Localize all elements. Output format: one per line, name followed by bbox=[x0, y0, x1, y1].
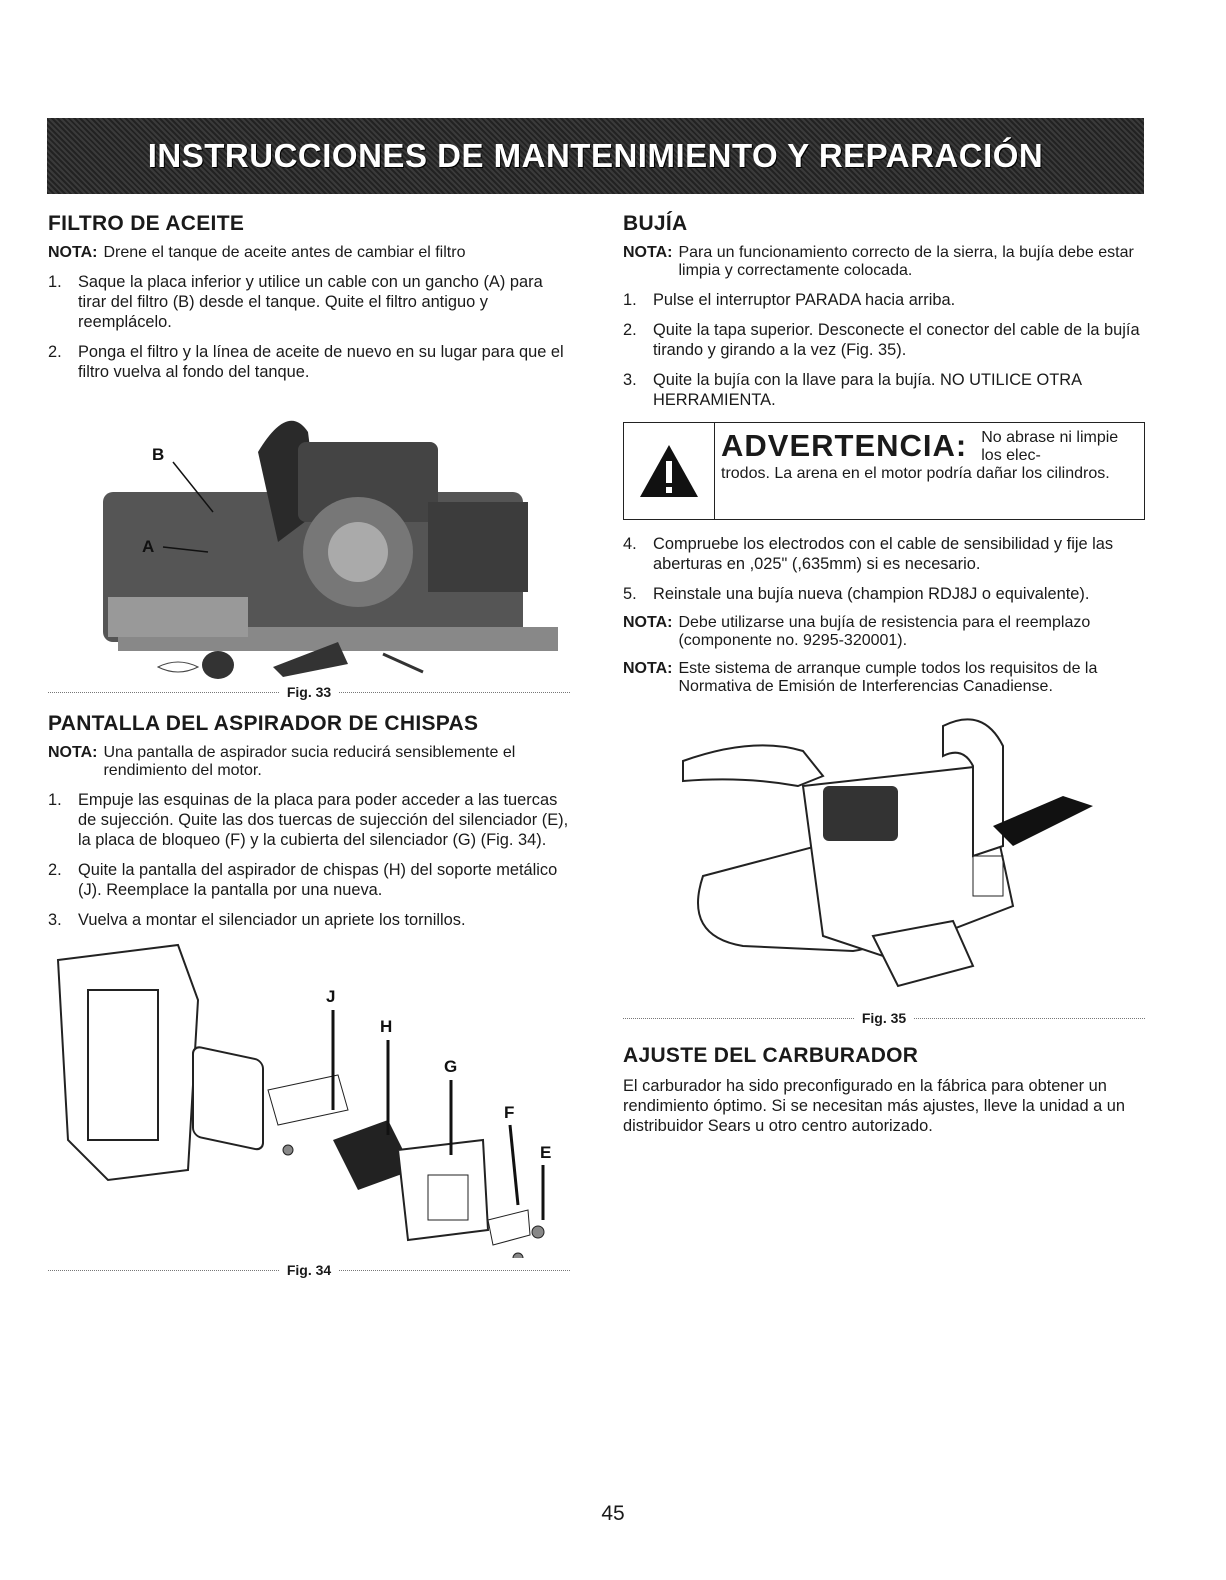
note-label: NOTA: bbox=[48, 744, 98, 761]
section-banner bbox=[47, 118, 1144, 194]
list-item bbox=[623, 290, 1145, 310]
step-number: 3. bbox=[623, 371, 637, 389]
carburetor-text: El carburador ha sido preconfigurado en la fábrica para obtener un rendimiento óptimo. Si se necesitan más ajustes, lleve la unidad a un distribuidor Sears u otro centro autorizado. bbox=[623, 1077, 1126, 1135]
fig33-label-b: B bbox=[152, 445, 165, 464]
warning-title: ADVERTENCIA: bbox=[721, 428, 968, 463]
fig34-caption bbox=[48, 1262, 570, 1278]
step-text: Ponga el filtro y la línea de aceite de nuevo en su lugar para que el filtro vuelva al fondo del tanque. bbox=[78, 343, 564, 381]
figure-caption: Fig. 33 bbox=[286, 684, 332, 700]
warning-text-head: No abrase ni limpie los elec- bbox=[981, 429, 1119, 464]
list-item bbox=[48, 910, 570, 930]
fig34-label-h: H bbox=[380, 1017, 393, 1036]
spark-plug-steps-continued bbox=[623, 534, 1145, 604]
right-column bbox=[623, 212, 1145, 1136]
list-item bbox=[623, 534, 1145, 574]
fig34-label-g: G bbox=[444, 1057, 458, 1076]
note-text: Debe utilizarse una bujía de resistencia para el reemplazo (componente no. 9295-320001). bbox=[678, 614, 1091, 649]
list-item bbox=[48, 272, 570, 332]
note-label: NOTA: bbox=[623, 244, 673, 261]
spark-plug-heading: BUJÍA bbox=[623, 212, 688, 235]
chainsaw-oil-filter-illustration bbox=[48, 392, 570, 680]
step-text: Empuje las esquinas de la placa para poder acceder a las tuercas de sujección. Quite las dos tuercas de sujección del silenciador (E), la placa de bloqueo (F) y la cubierta del silenciador (G) (Fig. 34). bbox=[78, 791, 569, 849]
spark-plug-note bbox=[623, 244, 1145, 280]
oil-filter-note bbox=[48, 244, 570, 262]
fig34-label-f: F bbox=[504, 1103, 515, 1122]
step-number: 2. bbox=[48, 343, 62, 361]
step-number: 4. bbox=[623, 535, 637, 553]
note-label: NOTA: bbox=[623, 660, 673, 677]
warning-triangle-icon bbox=[638, 443, 700, 499]
note-text: Para un funcionamiento correcto de la sierra, la bujía debe estar limpia y correctamente colocada. bbox=[678, 244, 1134, 279]
step-text: Vuelva a montar el silenciador un apriete los tornillos. bbox=[78, 911, 466, 929]
list-item bbox=[623, 370, 1145, 410]
note-label: NOTA: bbox=[623, 614, 673, 631]
figure-caption: Fig. 35 bbox=[861, 1010, 907, 1026]
warning-icon-cell bbox=[624, 423, 715, 519]
step-text: Pulse el interruptor PARADA hacia arriba. bbox=[653, 291, 956, 309]
step-text: Quite la bujía con la llave para la bujía. NO UTILICE OTRA HERRAMIENTA. bbox=[653, 371, 1082, 409]
carburetor-heading: AJUSTE DEL CARBURADOR bbox=[623, 1044, 919, 1067]
page-number: 45 bbox=[601, 1502, 625, 1525]
figure-caption: Fig. 34 bbox=[286, 1262, 332, 1278]
list-item bbox=[623, 320, 1145, 360]
spark-plug-illustration bbox=[623, 706, 1145, 1006]
list-item bbox=[48, 342, 570, 382]
warning-body bbox=[715, 423, 1144, 519]
list-item bbox=[623, 584, 1145, 604]
step-number: 1. bbox=[48, 273, 62, 291]
note-label: NOTA: bbox=[48, 244, 98, 261]
fig33-label-a: A bbox=[142, 537, 155, 556]
step-text: Quite la pantalla del aspirador de chispas (H) del soporte metálico (J). Reemplace la pantalla por una nueva. bbox=[78, 861, 558, 899]
figure-33 bbox=[48, 392, 570, 680]
oil-filter-steps bbox=[48, 272, 570, 382]
step-number: 2. bbox=[48, 861, 62, 879]
spark-screen-note bbox=[48, 744, 570, 780]
muffler-exploded-illustration bbox=[48, 940, 570, 1258]
spark-screen-steps bbox=[48, 790, 570, 930]
list-item bbox=[48, 860, 570, 900]
step-text: Compruebe los electrodos con el cable de sensibilidad y fije las aberturas en ,025" (,635mm) si es necesario. bbox=[653, 535, 1114, 573]
note-text: Este sistema de arranque cumple todos los requisitos de la Normativa de Emisión de Interferencias Canadiense. bbox=[678, 660, 1098, 695]
spark-plug-note-3 bbox=[623, 660, 1145, 696]
step-number: 2. bbox=[623, 321, 637, 339]
note-text: Drene el tanque de aceite antes de cambiar el filtro bbox=[103, 244, 466, 261]
fig34-label-e: E bbox=[540, 1143, 552, 1162]
warning-box bbox=[623, 422, 1145, 520]
banner-title: INSTRUCCIONES DE MANTENIMIENTO Y REPARACIÓN bbox=[147, 137, 1044, 174]
step-text: Quite la tapa superior. Desconecte el conector del cable de la bujía tirando y girando a la vez (Fig. 35). bbox=[653, 321, 1140, 359]
oil-filter-heading: FILTRO DE ACEITE bbox=[48, 212, 245, 235]
list-item bbox=[48, 790, 570, 850]
note-text: Una pantalla de aspirador sucia reducirá sensiblemente el rendimiento del motor. bbox=[103, 744, 516, 779]
spark-plug-steps bbox=[623, 290, 1145, 410]
fig34-label-j: J bbox=[326, 987, 336, 1006]
fig35-caption bbox=[623, 1010, 1145, 1026]
figure-35 bbox=[623, 706, 1145, 1006]
step-text: Reinstale una bujía nueva (champion RDJ8J o equivalente). bbox=[653, 585, 1090, 603]
step-number: 3. bbox=[48, 911, 62, 929]
step-number: 5. bbox=[623, 585, 637, 603]
step-number: 1. bbox=[48, 791, 62, 809]
spark-plug-note-2 bbox=[623, 614, 1145, 650]
spark-screen-heading: PANTALLA DEL ASPIRADOR DE CHISPAS bbox=[48, 712, 479, 735]
fig33-caption bbox=[48, 684, 570, 700]
warning-text-rest: trodos. La arena en el motor podría dañar los cilindros. bbox=[721, 465, 1110, 482]
figure-34 bbox=[48, 940, 570, 1258]
step-text: Saque la placa inferior y utilice un cable con un gancho (A) para tirar del filtro (B) desde el tanque. Quite el filtro antiguo y reemplácelo. bbox=[78, 273, 543, 331]
step-number: 1. bbox=[623, 291, 637, 309]
left-column bbox=[48, 212, 570, 1290]
